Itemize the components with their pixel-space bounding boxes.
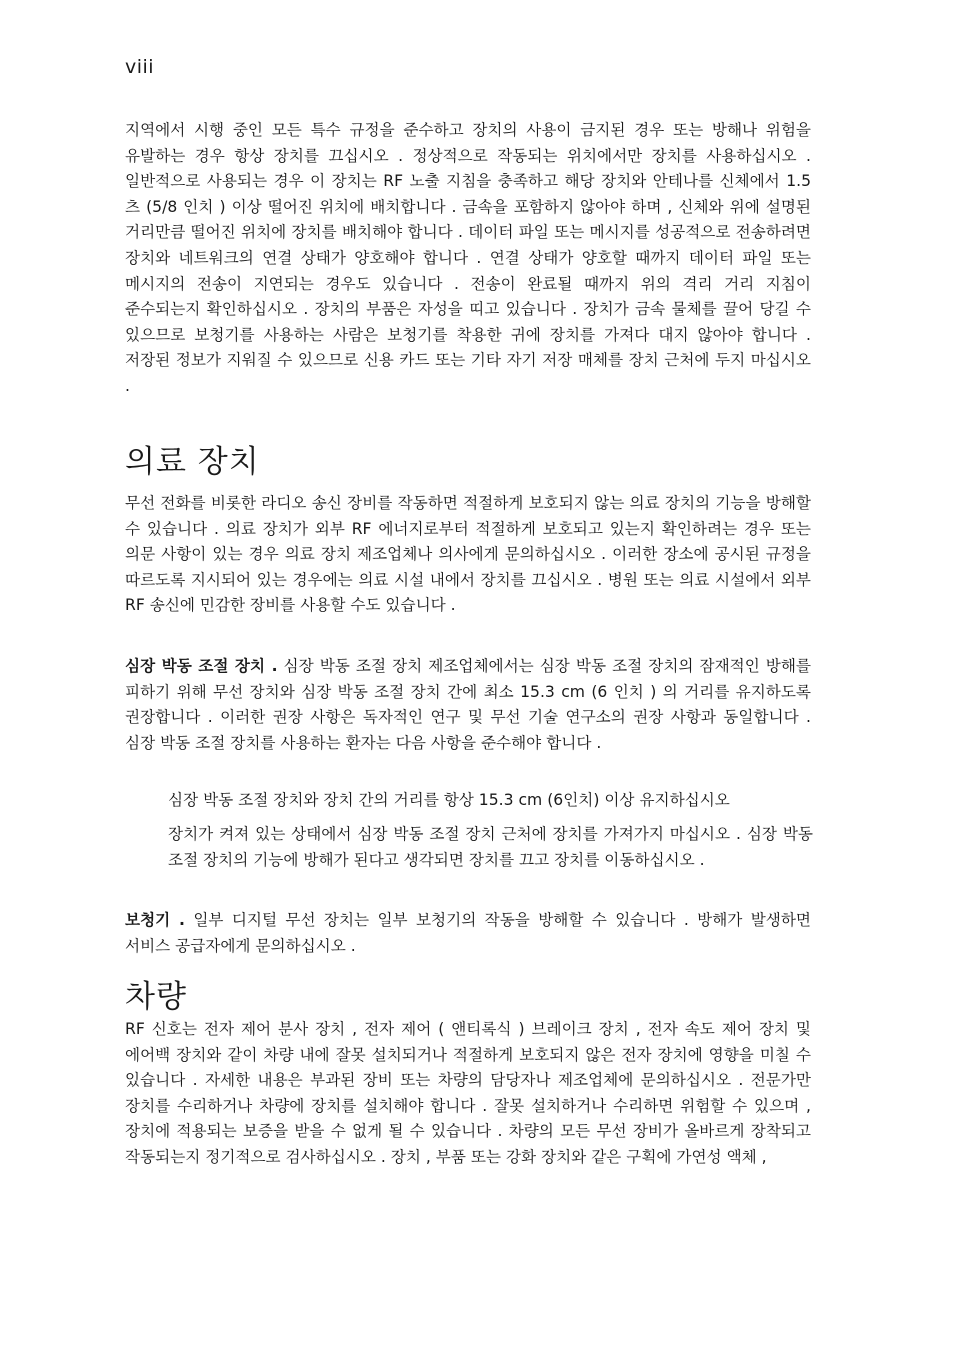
hearing-aid-text: 일부 디지털 무선 장치는 일부 보청기의 작동을 방해할 수 있습니다 . 방해가 발생하면 서비스 공급자에게 문의하십시오 . [125,911,811,955]
hearing-aid-paragraph [125,908,811,959]
medical-heading: 의료 장치 [125,444,260,480]
pacemaker-bullet-2: 장치가 켜져 있는 상태에서 심장 박동 조절 장치 근처에 장치를 가져가지 마십시오 . 심장 박동 조절 장치의 기능에 방해가 된다고 생각되면 장치를 끄고 장치를 이동하십시오 . [168,825,813,869]
pacemaker-paragraph [125,654,811,756]
pacemaker-label: 심장 박동 조절 장치 . [125,657,278,675]
pacemaker-text: 심장 박동 조절 장치 제조업체에서는 심장 박동 조절 장치의 잠재적인 방해를 피하기 위해 무선 장치와 심장 박동 조절 장치 간에 최소 15.3 cm (6 인치 ) 의 거리를 유지하도록 권장합니다 . 이러한 권장 사항은 독자적인 연구 및 무선 기술 연구소의 권장 사항과 동일합니다 . 심장 박동 조절 장치를 사용하는 환자는 다음 사항을 준수해야 합니다 . [125,657,811,752]
page-number: viii [125,56,155,78]
intro-paragraph: 지역에서 시행 중인 모든 특수 규정을 준수하고 장치의 사용이 금지된 경우 또는 방해나 위험을 유발하는 경우 항상 장치를 끄십시오 . 정상적으로 작동되는 위치에서만 장치를 사용하십시오 . 일반적으로 사용되는 경우 이 장치는 RF 노출 지침을 충족하고 해당 장치와 안테나를 신체에서 1.5 츠 (5/8 인치 ) 이상 떨어진 위치에 배치합니다 . 금속을 포함하지 않아야 하며 , 신체와 위에 설명된 거리만큼 떨어진 위치에 장치를 배치해야 합니다 . 데이터 파일 또는 메시지를 성공적으로 전송하려면 장치와 네트워크의 연결 상태가 양호해야 합니다 . 연결 상태가 양호할 때까지 데이터 파일 또는 메시지의 전송이 지연되는 경우도 있습니다 . 전송이 완료될 때까지 위의 격리 거리 지침이 준수되는지 확인하십시오 . 장치의 부품은 자성을 띠고 있습니다 . 장치가 금속 물체를 끌어 당길 수 있으므로 보청기를 사용하는 사람은 보청기를 착용한 귀에 장치를 가져다 대지 않아야 합니다 . 저장된 정보가 지워질 수 있으므로 신용 카드 또는 기타 자기 저장 매체를 장치 근처에 두지 마십시오 . [125,121,811,395]
vehicles-heading: 차량 [125,979,187,1015]
medical-paragraph: 무선 전화를 비롯한 라디오 송신 장비를 작동하면 적절하게 보호되지 않는 의료 장치의 기능을 방해할 수 있습니다 . 의료 장치가 외부 RF 에너지로부터 적절하게 보호되고 있는지 확인하려는 경우 또는 의문 사항이 있는 경우 의료 장치 제조업체나 의사에게 문의하십시오 . 이러한 장소에 공시된 규정을 따르도록 지시되어 있는 경우에는 의료 시설 내에서 장치를 끄십시오 . 병원 또는 의료 시설에서 외부 RF 송신에 민감한 장비를 사용할 수도 있습니다 . [125,494,811,615]
hearing-aid-label: 보청기 . [125,911,185,929]
vehicles-paragraph: RF 신호는 전자 제어 분사 장치 , 전자 제어 ( 앤티록식 ) 브레이크 장치 , 전자 속도 제어 장치 및 에어백 장치와 같이 차량 내에 잘못 설치되거나 적절하게 보호되지 않은 전자 장치에 영향을 미칠 수 있습니다 . 자세한 내용은 부과된 장비 또는 차량의 담당자나 제조업체에 문의하십시오 . 전문가만 장치를 수리하거나 차량에 장치를 설치해야 합니다 . 잘못 설치하거나 수리하면 위험할 수 있으며 , 장치에 적용되는 보증을 받을 수 없게 될 수 있습니다 . 차량의 모든 무선 장비가 올바르게 장착되고 작동되는지 정기적으로 검사하십시오 . 장치 , 부품 또는 강화 장치와 같은 구획에 가연성 액체 , [125,1020,811,1166]
pacemaker-bullet-1: 심장 박동 조절 장치와 장치 간의 거리를 항상 15.3 cm (6인치) 이상 유지하십시오 [168,791,730,809]
